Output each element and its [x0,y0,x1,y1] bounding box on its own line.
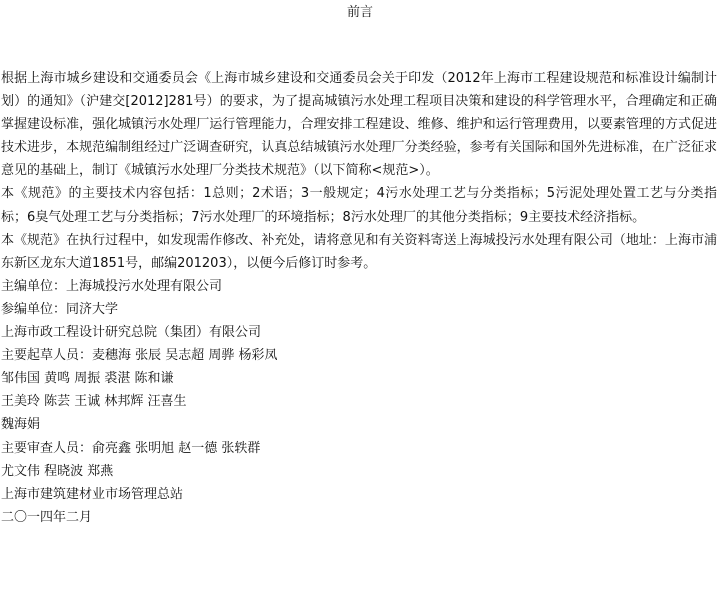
main-reviewers: 主要审查人员：俞亮鑫 张明旭 赵一德 张轶群 [1,440,261,456]
feedback-paragraph: 本《规范》在执行过程中，如发现需作修改、补充处，请将意见和有关资料寄送上海城投污水处理有限公司（地址：上海市浦东新区龙东大道1851号，邮编201203），以便今后修订时参考。 [1,232,717,271]
document-title: 前言 [346,5,373,20]
main-reviewers-cont: 尤文伟 程晓波 郑燕 [1,463,114,479]
chief-editor-unit: 主编单位：上海城投污水处理有限公司 [1,278,223,294]
main-drafters: 主要起草人员：麦穗海 张辰 吴志超 周骅 杨彩凤 [1,348,278,364]
reviewer-organization: 上海市建筑建材业市场管理总站 [1,486,184,502]
main-drafters-cont-2: 王美玲 陈芸 王诚 林邦辉 汪喜生 [1,394,187,410]
participating-unit: 参编单位：同济大学 [1,301,119,317]
contents-paragraph: 本《规范》的主要技术内容包括：1总则；2术语；3一般规定；4污水处理工艺与分类指标；5污泥处理处置工艺与分类指标；6臭气处理工艺与分类指标；7污水处理厂的环境指标；8污水处理厂的其他分类指标；9主要技术经济指标。 [1,186,717,225]
main-drafters-cont-1: 邹伟国 黄鸣 周振 裘湛 陈和谦 [1,371,174,387]
intro-paragraph: 根据上海市城乡建设和交通委员会《上海市城乡建设和交通委员会关于印发（2012年上海市工程建设规范和标准设计编制计划）的通知》（沪建交[2012]281号）的要求，为了提高城镇污水处理工程项目决策和建设的科学管理水平，合理确定和正确掌握建设标准，强化城镇污水处理厂运行管理能力，合理安排工程建设、维修、维护和运行管理费用，以要素管理的方式促进技术进步，本规范编制组经过广泛调查研究，认真总结城镇污水处理厂分类经验，参考有关国际和国外先进标准，在广泛征求意见的基础上，制订《城镇污水处理厂分类技术规范》（以下简称<规范>）。 [1,71,717,179]
participating-unit-2: 上海市政工程设计研究总院（集团）有限公司 [1,325,262,341]
main-drafters-cont-3: 魏海娟 [1,417,41,433]
document-body [1,67,717,529]
document-date: 二〇一四年二月 [1,509,93,525]
